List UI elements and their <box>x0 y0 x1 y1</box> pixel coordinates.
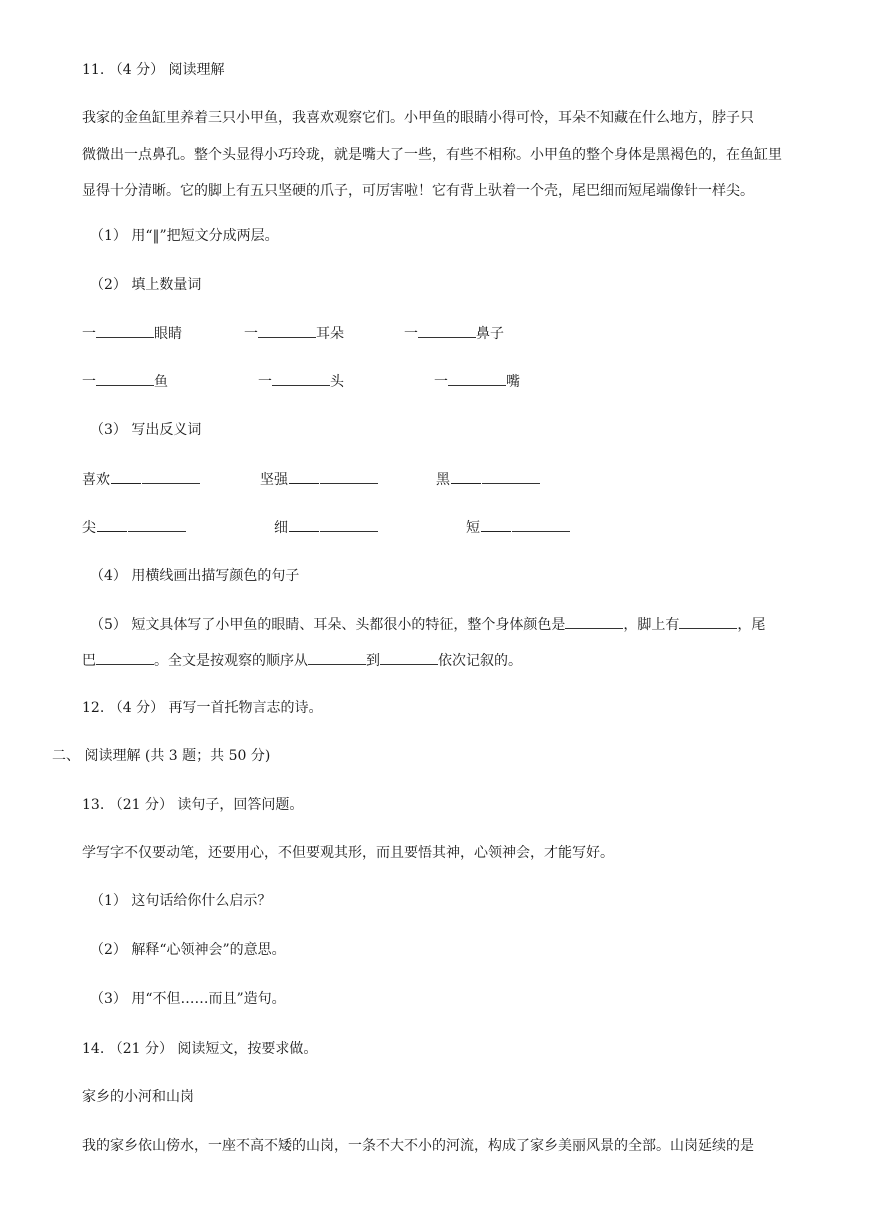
answer-blank[interactable] <box>380 650 438 665</box>
answer-blank[interactable] <box>448 371 506 386</box>
antonym-item <box>274 517 378 538</box>
sub5-text: ，尾 <box>737 617 766 633</box>
answer-blank[interactable] <box>679 614 737 629</box>
q11-passage-line2: 微微出一点鼻孔。整个头显得小巧玲珑，就是嘴大了一些，有些不相称。小甲鱼的整个身体是黑褐色的，在鱼缸里 <box>82 147 782 163</box>
count-item <box>82 371 168 392</box>
sub5-text: （5） 短文具体写了小甲鱼的眼睛、耳朵、头都很小的特征，整个身体颜色是 <box>90 617 566 633</box>
answer-blank[interactable] <box>418 323 476 338</box>
dash-line <box>481 522 511 532</box>
antonym-item <box>82 517 186 538</box>
antonym-word: 尖 <box>82 520 96 536</box>
q14-passage-line1: 我的家乡依山傍水，一座不高不矮的山岗，一条不大不小的河流，构成了家乡美丽风景的全部。山岗延续的是 <box>82 1138 754 1154</box>
count-item <box>404 323 504 344</box>
dash-line <box>97 522 127 532</box>
q11-sub5-line1 <box>90 614 765 635</box>
antonym-item <box>82 469 200 490</box>
q11-sub3: （3） 写出反义词 <box>90 422 202 438</box>
answer-blank[interactable] <box>320 517 378 532</box>
q12-header: 12. （4 分） 再写一首托物言志的诗。 <box>82 700 323 716</box>
antonym-word: 黑 <box>436 472 450 488</box>
answer-blank[interactable] <box>142 469 200 484</box>
answer-blank[interactable] <box>565 614 623 629</box>
answer-blank[interactable] <box>308 650 366 665</box>
dash-line <box>111 474 141 484</box>
prefix-yi: 一 <box>82 374 96 390</box>
antonym-word: 细 <box>274 520 288 536</box>
answer-blank[interactable] <box>128 517 186 532</box>
q11-passage-line1: 我家的金鱼缸里养着三只小甲鱼，我喜欢观察它们。小甲鱼的眼睛小得可怜，耳朵不知藏在什么地方，脖子只 <box>82 110 754 126</box>
sub5-text: 依次记叙的。 <box>438 653 522 669</box>
answer-blank[interactable] <box>512 517 570 532</box>
q11-sub4: （4） 用横线画出描写颜色的句子 <box>90 568 300 584</box>
q11-sub2: （2） 填上数量词 <box>90 277 202 293</box>
antonym-word: 坚强 <box>260 472 288 488</box>
q11-sub1: （1） 用“‖”把短文分成两层。 <box>90 228 279 244</box>
q14-title: 家乡的小河和山岗 <box>82 1089 194 1105</box>
sub5-text: ，脚上有 <box>623 617 680 633</box>
q11-passage-line3: 显得十分清晰。它的脚上有五只坚硬的爪子，可厉害啦！它有背上驮着一个壳，尾巴细而短尾端像针一样尖。 <box>82 183 754 199</box>
answer-blank[interactable] <box>272 371 330 386</box>
count-noun: 鼻子 <box>476 326 504 342</box>
q13-header: 13. （21 分） 读句子，回答问题。 <box>82 797 304 813</box>
q13-sentence: 学写字不仅要动笔，还要用心，不但要观其形，而且要悟其神，心领神会，才能写好。 <box>82 845 614 861</box>
prefix-yi: 一 <box>258 374 272 390</box>
answer-blank[interactable] <box>258 323 316 338</box>
q14-header: 14. （21 分） 阅读短文，按要求做。 <box>82 1041 318 1057</box>
sub5-text: 到 <box>366 653 380 669</box>
antonym-item <box>436 469 540 490</box>
q11-sub5-line2 <box>82 650 522 671</box>
answer-blank[interactable] <box>482 469 540 484</box>
count-noun: 耳朵 <box>316 326 344 342</box>
dash-line <box>289 474 319 484</box>
prefix-yi: 一 <box>404 326 418 342</box>
q13-sub2: （2） 解释“心领神会”的意思。 <box>90 942 286 958</box>
answer-blank[interactable] <box>96 323 154 338</box>
dash-line <box>451 474 481 484</box>
count-item <box>434 371 520 392</box>
prefix-yi: 一 <box>434 374 448 390</box>
antonym-word: 短 <box>466 520 480 536</box>
section2-header: 二、 阅读理解 (共 3 题；共 50 分) <box>52 748 271 764</box>
q13-sub1: （1） 这句话给你什么启示？ <box>90 893 272 909</box>
answer-blank[interactable] <box>96 650 154 665</box>
count-item <box>244 323 344 344</box>
count-noun: 头 <box>330 374 344 390</box>
count-noun: 眼睛 <box>154 326 182 342</box>
q13-sub3: （3） 用“不但……而且”造句。 <box>90 991 286 1007</box>
prefix-yi: 一 <box>244 326 258 342</box>
antonym-item <box>466 517 570 538</box>
q11-header: 11. （4 分） 阅读理解 <box>82 62 225 78</box>
prefix-yi: 一 <box>82 326 96 342</box>
dash-line <box>289 522 319 532</box>
count-item <box>82 323 182 344</box>
answer-blank[interactable] <box>96 371 154 386</box>
count-noun: 嘴 <box>506 374 520 390</box>
answer-blank[interactable] <box>320 469 378 484</box>
antonym-word: 喜欢 <box>82 472 110 488</box>
sub5-text: 。全文是按观察的顺序从 <box>154 653 308 669</box>
antonym-item <box>260 469 378 490</box>
sub5-text: 巴 <box>82 653 96 669</box>
count-item <box>258 371 344 392</box>
count-noun: 鱼 <box>154 374 168 390</box>
